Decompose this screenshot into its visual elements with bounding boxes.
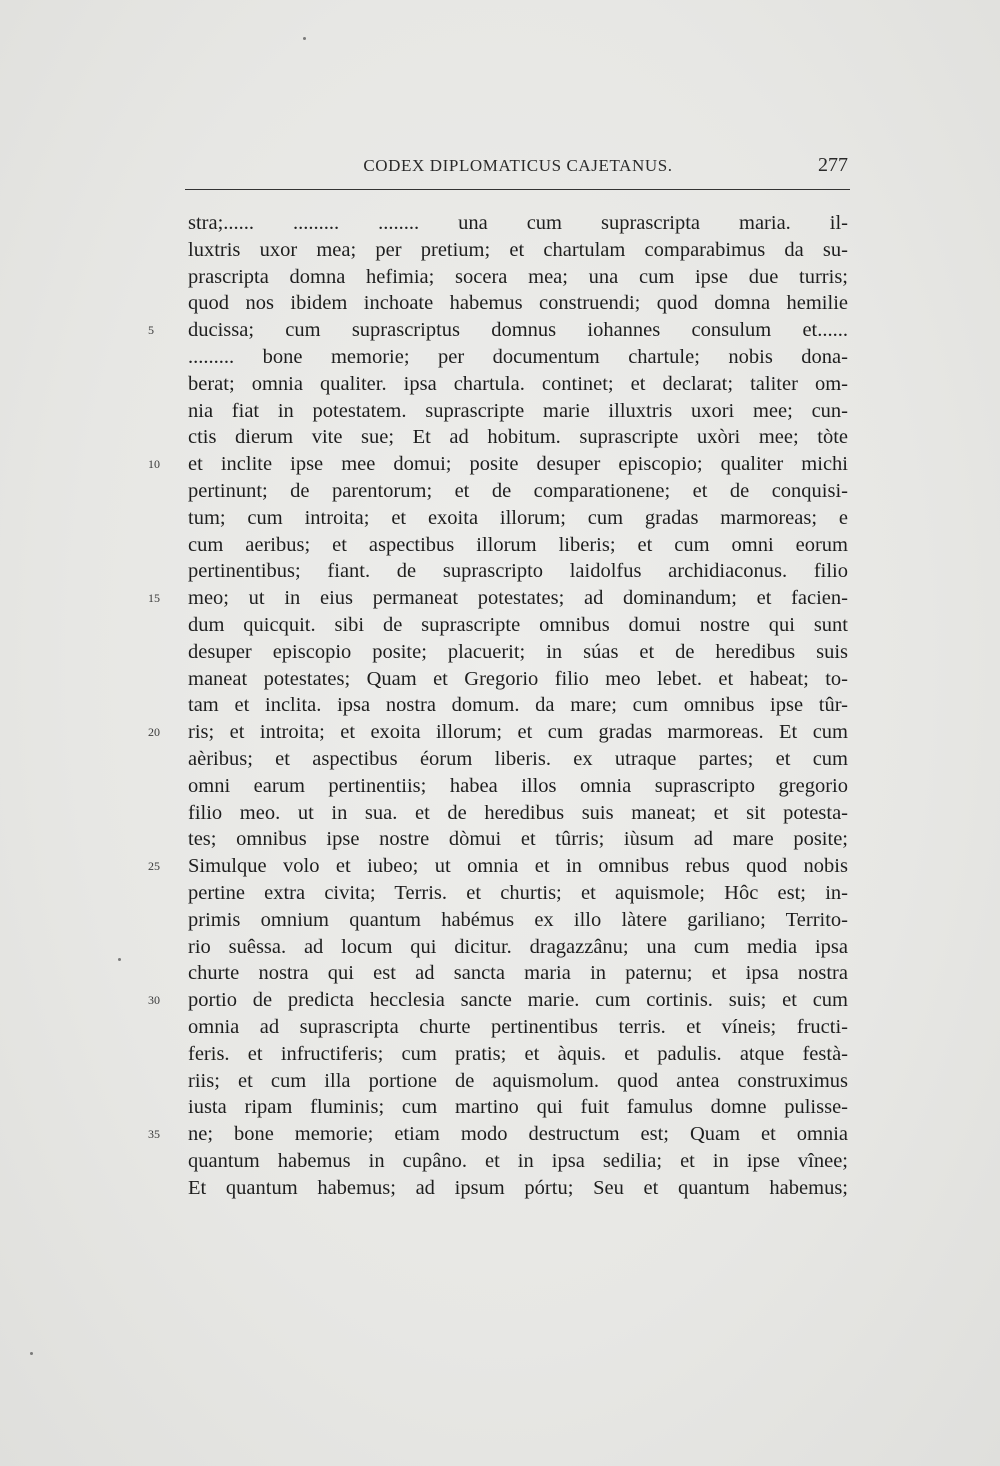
line-text: Simulque volo et iubeo; ut omnia et in omnibus rebus quod nobis: [188, 855, 848, 878]
line-text: portio de predicta hecclesia sancte marie. cum cortinis. suis; et cum: [188, 989, 848, 1012]
text-line: [188, 478, 848, 505]
text-line: [188, 290, 848, 317]
line-text: feris. et infructiferis; cum pratis; et àquis. et padulis. atque festà-: [188, 1042, 848, 1065]
line-text: berat; omnia qualiter. ipsa chartula. continet; et declarat; taliter om-: [188, 372, 848, 395]
text-line: [188, 264, 848, 291]
text-line: [188, 907, 848, 934]
text-line: [148, 317, 848, 344]
line-number: 25: [148, 859, 160, 874]
line-text: ris; et introita; et exoita illorum; et cum gradas marmoreas. Et cum: [188, 721, 848, 744]
text-line: [188, 558, 848, 585]
text-line: [188, 1014, 848, 1041]
text-line: [188, 666, 848, 693]
line-text: filio meo. ut in sua. et de heredibus suis maneat; et sit potesta-: [188, 801, 848, 824]
text-line: [188, 960, 848, 987]
line-number: 20: [148, 725, 160, 740]
line-text: luxtris uxor mea; per pretium; et chartulam comparabimus da su-: [188, 238, 848, 261]
line-text: primis omnium quantum habémus ex illo làtere gariliano; Territo-: [188, 908, 848, 931]
line-text: cum aeribus; et aspectibus illorum liberis; et cum omni eorum: [188, 533, 848, 556]
text-line: [188, 826, 848, 853]
text-line: [188, 692, 848, 719]
line-text: pertinentibus; fiant. de suprascripto laidolfus archidiaconus. filio: [188, 560, 848, 583]
paper-speck: [118, 958, 121, 961]
text-line: [188, 344, 848, 371]
text-line: [148, 987, 848, 1014]
text-line: [188, 746, 848, 773]
line-text: tes; omnibus ipse nostre dòmui et tûrris; iùsum ad mare posite;: [188, 828, 848, 851]
line-text: stra;...... ......... ........ una cum suprascripta maria. il-: [188, 212, 848, 234]
text-line: [188, 424, 848, 451]
line-text: omnia ad suprascripta churte pertinentibus terris. et víneis; fructi-: [188, 1015, 848, 1038]
line-text: aèribus; et aspectibus éorum liberis. ex utraque partes; et cum: [188, 747, 848, 770]
line-text: maneat potestates; Quam et Gregorio filio meo lebet. et habeat; to-: [188, 667, 848, 690]
text-line: [148, 585, 848, 612]
text-line: [148, 1121, 848, 1148]
line-number: 5: [148, 323, 154, 338]
text-line: [188, 505, 848, 532]
line-text: quantum habemus in cupâno. et in ipsa sedilia; et in ipse vînee;: [188, 1149, 848, 1172]
line-text: ......... bone memorie; per documentum chartule; nobis dona-: [188, 345, 848, 368]
text-line: [188, 1041, 848, 1068]
line-text: prascripta domna hefimia; socera mea; una cum ipse due turris;: [188, 265, 848, 288]
text-line: [188, 880, 848, 907]
text-line: [188, 1175, 848, 1202]
page-number: 277: [818, 154, 848, 176]
line-text: quod nos ibidem inchoate habemus construendi; quod domna hemilie: [188, 292, 848, 315]
line-text: ducissa; cum suprascriptus domnus iohannes consulum et......: [188, 319, 848, 342]
text-line: [188, 371, 848, 398]
text-line: [188, 612, 848, 639]
text-line: [188, 639, 848, 666]
line-text: pertine extra civita; Terris. et churtis; et aquismole; Hôc est; in-: [188, 881, 848, 904]
text-line: [148, 451, 848, 478]
line-text: rio suêssa. ad locum qui dicitur. dragazzânu; una cum media ipsa: [188, 935, 848, 958]
line-text: desuper episcopio posite; placuerit; in súas et de heredibus suis: [188, 640, 848, 663]
line-text: nia fiat in potestatem. suprascripte marie illuxtris uxori mee; cun-: [188, 399, 848, 422]
text-line: [188, 532, 848, 559]
line-number: 35: [148, 1127, 160, 1142]
text-line: [188, 1148, 848, 1175]
line-text: ctis dierum vite sue; Et ad hobitum. suprascripte uxòri mee; tòte: [188, 426, 848, 449]
line-text: omni earum pertinentiis; habea illos omnia suprascripto gregorio: [188, 774, 848, 797]
text-line: [188, 237, 848, 264]
text-line: [188, 1094, 848, 1121]
line-text: tum; cum introita; et exoita illorum; cum gradas marmoreas; e: [188, 506, 848, 529]
text-line: [188, 800, 848, 827]
text-line: [148, 853, 848, 880]
paper-speck: [303, 37, 306, 40]
line-number: 10: [148, 457, 160, 472]
line-text: tam et inclita. ipsa nostra domum. da mare; cum omnibus ipse tûr-: [188, 694, 848, 717]
text-line: [188, 934, 848, 961]
line-text: iusta ripam fluminis; cum martino qui fuit famulus domne pulisse-: [188, 1096, 848, 1119]
text-line: [188, 1068, 848, 1095]
line-text: meo; ut in eius permaneat potestates; ad dominandum; et facien-: [188, 587, 848, 610]
line-text: pertinunt; de parentorum; et de comparationene; et de conquisi-: [188, 479, 848, 502]
running-title: CODEX DIPLOMATICUS CAJETANUS.: [363, 156, 673, 175]
text-line: [188, 210, 848, 237]
line-text: riis; et cum illa portione de aquismolum. quod antea construximus: [188, 1069, 848, 1092]
line-text: dum quicquit. sibi de suprascripte omnibus domui nostre qui sunt: [188, 613, 848, 636]
line-text: et inclite ipse mee domui; posite desuper episcopio; qualiter michi: [188, 453, 848, 476]
paper-speck: [30, 1352, 33, 1355]
line-text: churte nostra qui est ad sancta maria in paternu; et ipsa nostra: [188, 962, 848, 985]
text-line: [188, 398, 848, 425]
line-number: 30: [148, 993, 160, 1008]
text-line: [188, 773, 848, 800]
line-text: ne; bone memorie; etiam modo destructum est; Quam et omnia: [188, 1123, 848, 1146]
text-line: [148, 719, 848, 746]
header-rule: [185, 189, 850, 190]
line-number: 15: [148, 591, 160, 606]
body-text: [148, 210, 848, 1201]
line-text: Et quantum habemus; ad ipsum pórtu; Seu et quantum habemus;: [188, 1176, 848, 1199]
running-head: [188, 150, 848, 190]
